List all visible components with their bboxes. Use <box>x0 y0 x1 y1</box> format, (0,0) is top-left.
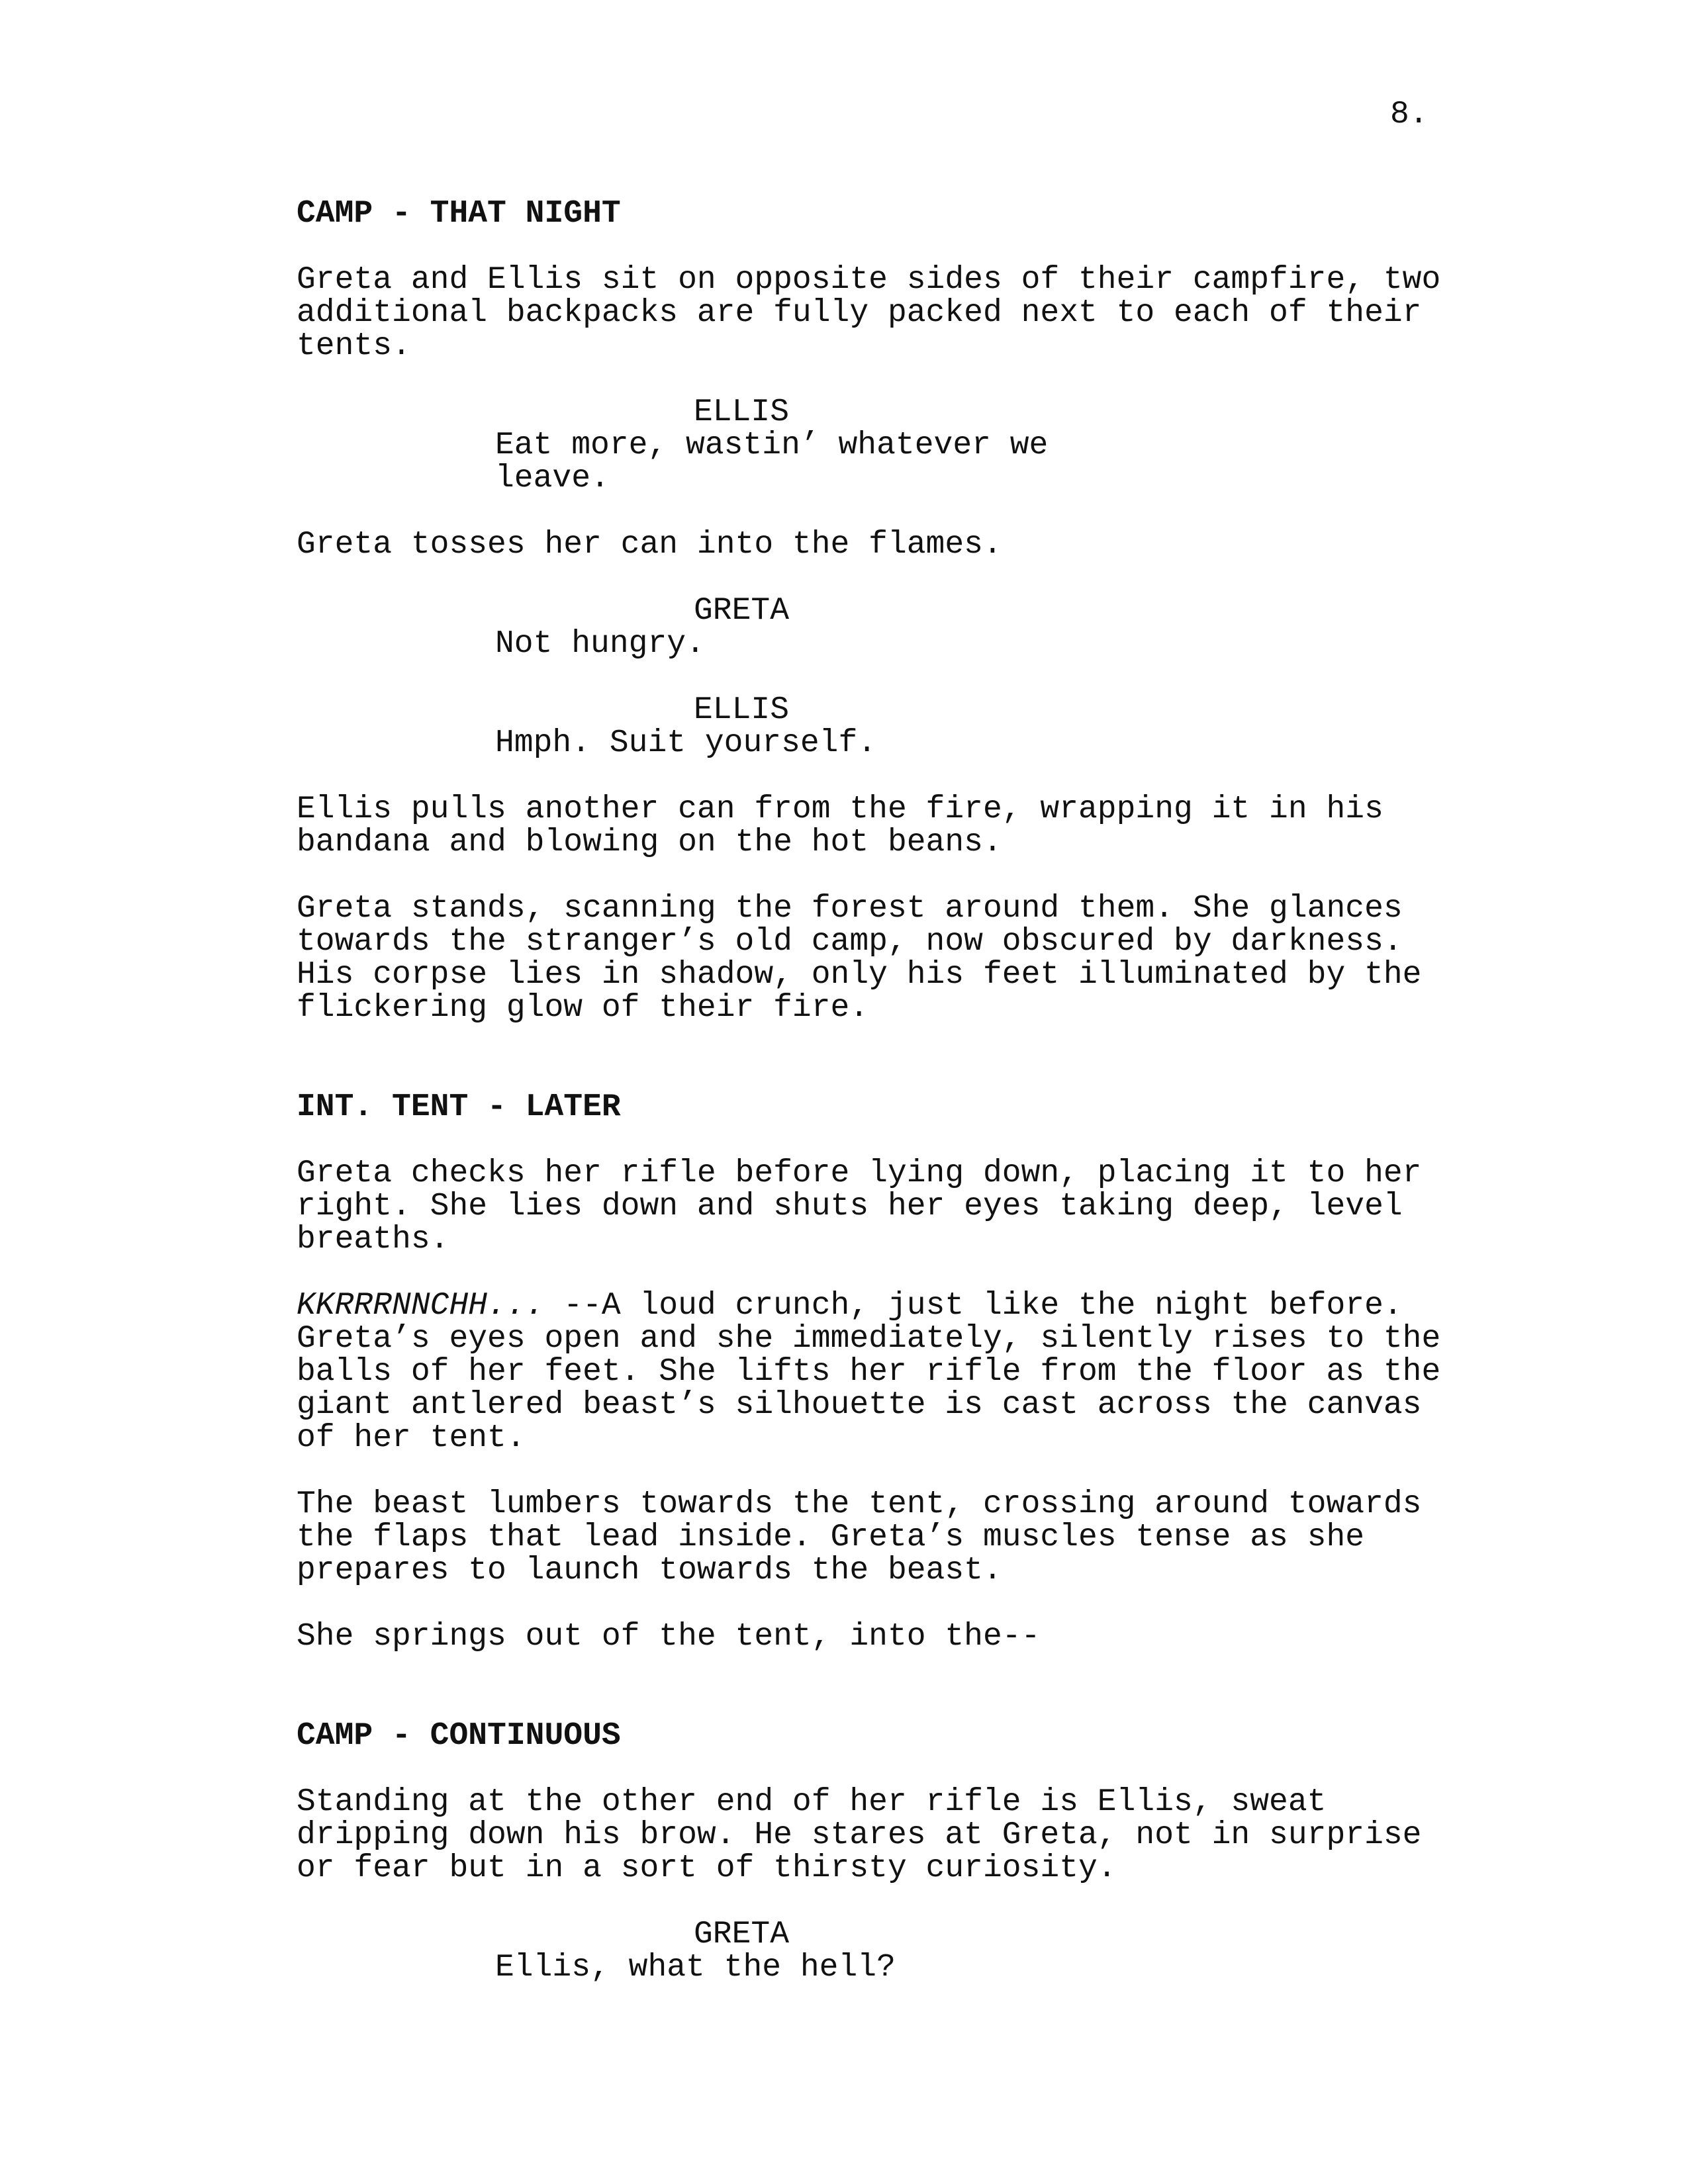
action-line <box>297 1289 1455 1455</box>
dialogue-line: Hmph. Suit yourself. <box>495 725 877 761</box>
character-name: ELLIS <box>694 692 790 728</box>
action-line: She springs out of the tent, into the-- <box>297 1619 1041 1655</box>
action-line: Greta and Ellis sit on opposite sides of their campfire, two additional backpacks are fully packed next to each of their tents. <box>297 262 1441 364</box>
character-name: GRETA <box>694 593 790 629</box>
page-number: 8. <box>1390 97 1429 132</box>
character-name: ELLIS <box>694 394 790 430</box>
action-line: Greta checks her rifle before lying down, placing it to her right. She lies down and shuts her eyes taking deep, level breaths. <box>297 1156 1422 1257</box>
action-line: Greta stands, scanning the forest around them. She glances towards the stranger’s old camp, now obscured by darkness. His corpse lies in shadow, only his feet illuminated by the flickering glow of their fire. <box>297 891 1422 1026</box>
action-line: Ellis pulls another can from the fire, wrapping it in his bandana and blowing on the hot beans. <box>297 792 1383 860</box>
action-line: The beast lumbers towards the tent, crossing around towards the flaps that lead inside. Greta’s muscles tense as she prepares to launch towards the beast. <box>297 1486 1422 1588</box>
action-text: --A loud crunch, just like the night before. Greta’s eyes open and she immediately, silently rises to the balls of her feet. She lifts her rifle from the floor as the giant antlered beast’s silhouette is cast across the canvas of her tent. <box>297 1288 1441 1456</box>
dialogue-line: Not hungry. <box>495 626 705 662</box>
scene-heading: CAMP - THAT NIGHT <box>297 196 621 232</box>
character-name: GRETA <box>694 1917 790 1952</box>
action-line: Standing at the other end of her rifle is Ellis, sweat dripping down his brow. He stares at Greta, not in surprise or fear but in a sort of thirsty curiosity. <box>297 1784 1422 1886</box>
dialogue-line: Ellis, what the hell? <box>495 1950 896 1985</box>
scene-heading: INT. TENT - LATER <box>297 1089 621 1125</box>
sound-effect: KKRRRNNCHH... <box>297 1288 545 1324</box>
action-line: Greta tosses her can into the flames. <box>297 527 1002 563</box>
scene-heading: CAMP - CONTINUOUS <box>297 1718 621 1754</box>
screenplay-body <box>297 197 1455 1984</box>
dialogue-line: Eat more, wastin’ whatever we leave. <box>495 428 1049 496</box>
